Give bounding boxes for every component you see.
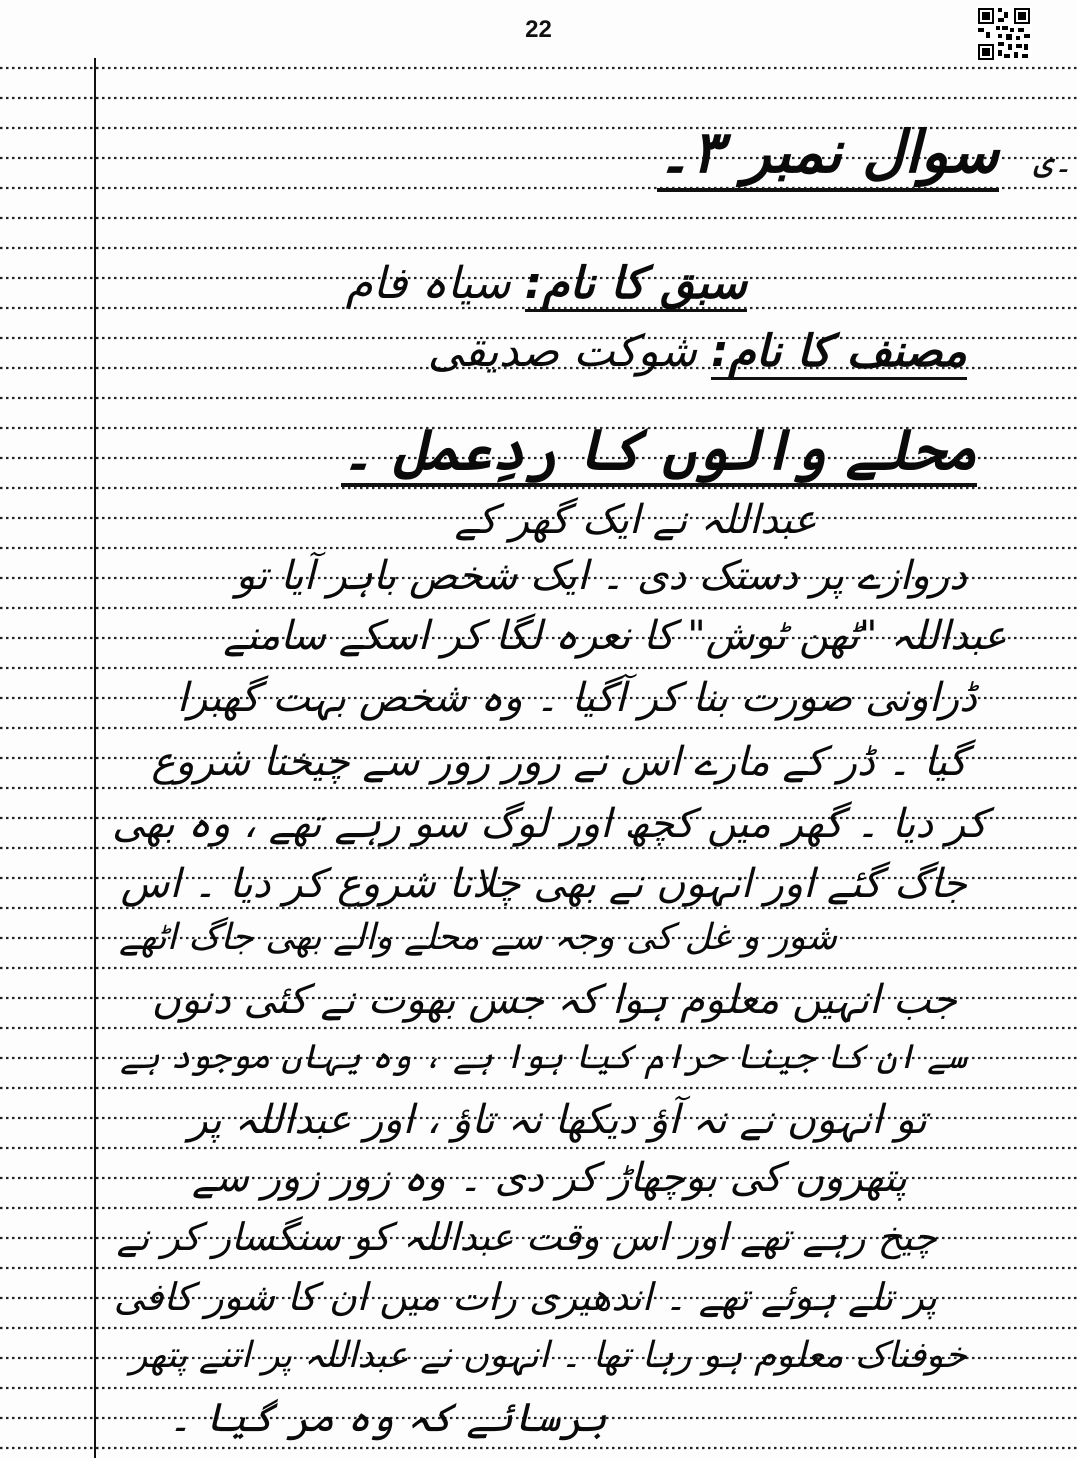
paragraph-line-5: گیا ۔ ڈر کے مارے اس نے زور زور سے چیخنا شروع	[151, 739, 967, 785]
page-number: 22	[525, 16, 552, 43]
paragraph-line-6: کر دیا ۔ گھر میں کچھ اور لوگ سو رہے تھے ، وہ بھی	[112, 801, 987, 847]
paragraph-line-3: عبداللہ "ٹھن ٹوش" کا نعرہ لگا کر اسکے سامنے	[223, 613, 1007, 659]
lesson-line	[346, 258, 747, 309]
paragraph-line-12: پتھروں کی بوچھاڑ کر دی ۔ وہ زور زور سے	[192, 1155, 907, 1201]
author-line	[428, 326, 967, 377]
paragraph-line-14: پر تلے ہوئے تھے ۔ اندھیری رات میں ان کا شور کافی	[113, 1275, 937, 1319]
margin-line	[94, 58, 96, 1458]
author-label: مصنف کا نام:	[711, 326, 967, 380]
lesson-value: سیاہ فام	[345, 258, 511, 309]
side-mark: ۔ی	[1033, 141, 1073, 181]
paragraph-line-13: چیخ رہے تھے اور اس وقت عبداللہ کو سنگسار کر نے	[116, 1215, 937, 1259]
paragraph-line-15: خوفناک معلوم ہو رہا تھا ۔ انہوں نے عبداللہ پر اتنے پتھر	[130, 1335, 967, 1376]
section-subheading: محلے والوں کا ردِعمل ۔	[341, 418, 977, 487]
author-value: شوکت صدیقی	[427, 326, 697, 377]
paragraph-line-2: دروازے پر دستک دی ۔ ایک شخص باہر آیا تو	[235, 553, 967, 599]
paragraph-line-1: عبداللہ نے ایک گھر کے	[454, 497, 817, 543]
paragraph-line-16: برسائے کہ وہ مر گیا ۔	[168, 1395, 607, 1441]
question-heading: سوال نمبر ۳۔	[657, 118, 999, 192]
qr-code-icon	[976, 6, 1032, 62]
paragraph-line-7: جاگ گئے اور انہوں نے بھی چلانا شروع کر دیا ۔ اس	[120, 861, 967, 907]
paragraph-line-10: سے ان کا جینا حرام کیا ہوا ہے ، وہ یہاں موجود ہے	[120, 1037, 967, 1077]
paragraph-line-11: تو انہوں نے نہ آؤ دیکھا نہ تاؤ ، اور عبداللہ پر	[188, 1097, 927, 1143]
paragraph-line-4: ڈراونی صورت بنا کر آگیا ۔ وہ شخص بہت گھبرا	[176, 675, 977, 721]
paragraph-line-8: شور و غل کی وجہ سے محلے والے بھی جاگ اٹھے	[119, 917, 837, 958]
lesson-label: سبق کا نام:	[525, 258, 747, 312]
paragraph-line-9: جب انہیں معلوم ہوا کہ جس بھوت نے کئی دنوں	[151, 977, 957, 1023]
